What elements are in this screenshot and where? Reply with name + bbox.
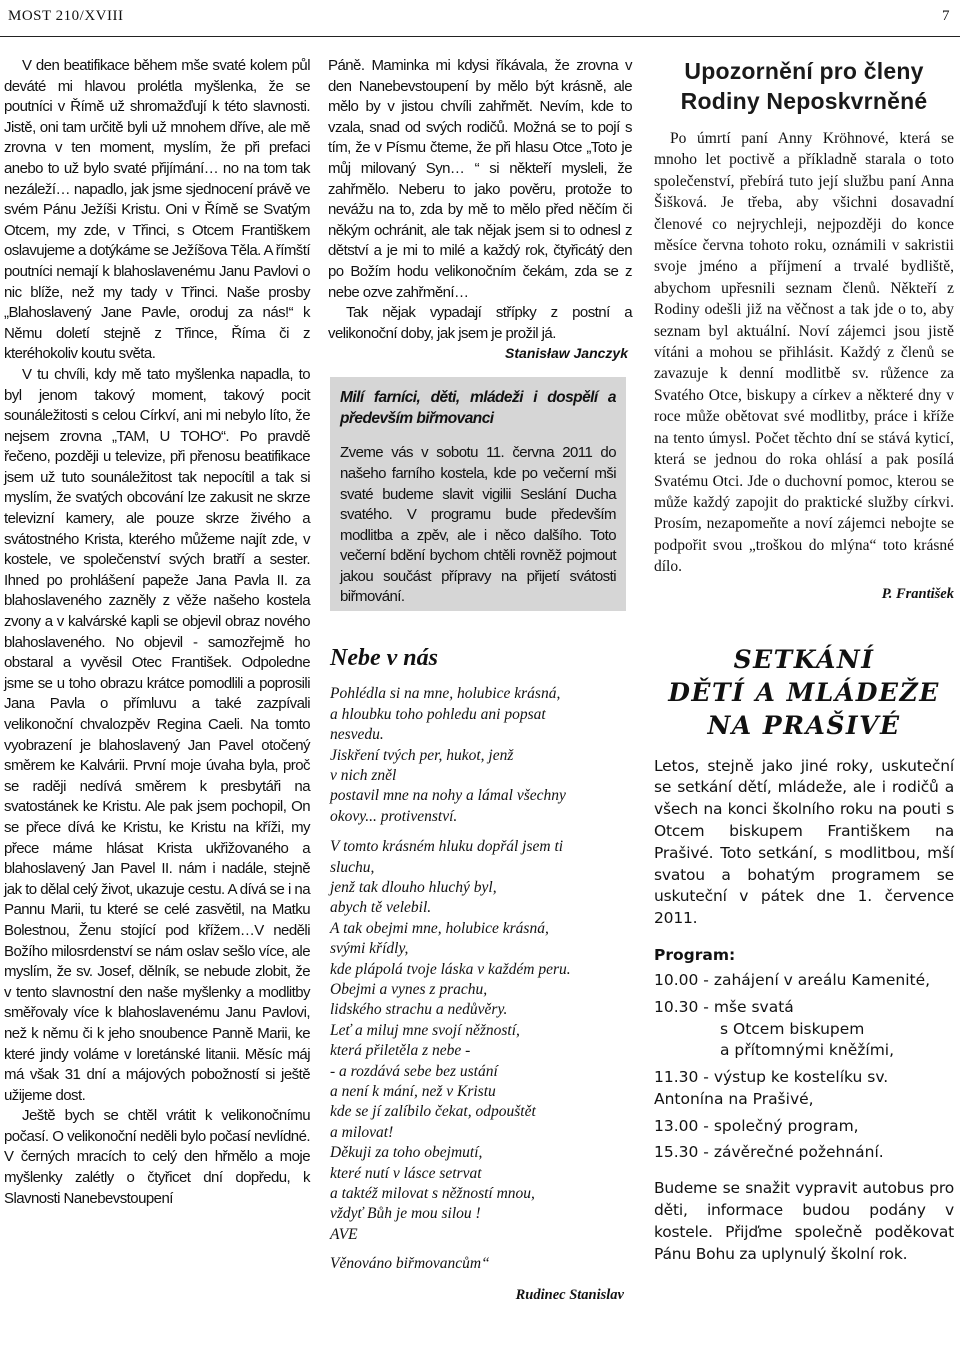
poem-line: Pohlédla si na mne, holubice krásná, [330, 685, 561, 703]
notice-title-line-2: Rodiny Neposkvrněné [680, 88, 928, 114]
program-item-line: 10.30 - mše svatá [654, 997, 794, 1016]
program-label: Program: [654, 945, 736, 964]
continuation-paragraph-2: Tak nějak vypadají střípky z postní a velikonoční doby, jak jsem je prožil já. [328, 304, 632, 342]
poem-line: jenž tak dlouho hluchý byl, [330, 878, 497, 896]
meeting-title [652, 643, 956, 742]
article-continuation [328, 56, 632, 344]
program-item [654, 1116, 956, 1138]
closing-text: Budeme se snažit vypravit autobus pro děti, informace budou podány v kostele. Přijďme společně poděkovat Pánu Bohu za uplynulý školní rok. [654, 1179, 954, 1263]
poem-line: AVE [330, 1225, 358, 1243]
invitation-box-heading: Milí farníci, děti, mládeži i dospělí a především biřmovanci [340, 389, 616, 428]
poem-line: Obejmi a vynes z prachu, [330, 981, 488, 998]
article-paragraph-2: V tu chvíli, kdy mě tato myšlenka napadla, to byl jenom takový moment, takový pocit sounáležitosti s celou Církví, ani mi nebylo líto, že nejsem zrovna „TAM, U TOHO“. Po pravdě řečeno, později u televize, při přenosu beatifikace jsem už tuto sounáležitost tak nepocítil a tak si myslím, že svatých obcování lze zakusit ne skrze televizní kamery, ale pouze skrze živého a svátostného Krista, kterého můžeme najít zde, v kostele, ve společenství svých bratří a sester. Ihned po prohlášení papeže Jana Pavla II. za blahoslaveného zazněly z věže našeho kostela zvony a v kalvárské kapli se objevil obraz nového blahoslaveného. No objevil - samozřejmě ho obstaral a vyvěsil Otec František. Odpoledne jsme se u toho obrazu krátce pomodlili a poprosili Jana Pavla o přímluvu a také zazpívali velikonoční chvalozpěv Regina Caeli. Na tomto vyobrazení je blahoslavený Jan Pavel otočený směrem ke Kalvárii. První moje úvaha byla, proč se raději nedívá směrem k presbytáři na svatostánek ke Kristu. Ale pak jsem pochopil, On se přece dívá ke Kristu, ke Kristu na kříži, my přece máme hlásat Krista ukřižovaného a blahoslavený Jan Pavel II. nám i nadále, stejně jak to dělal celý život, ukazuje cestu. A dívá se i na Pannu Marii, tu které se celé zasvětil, na Matku Bolestnou, Ženu stojící pod křížem…V neděli Božího milosrdenství se nám oslav sešlo více, ale myslím, že sv. Josef, dělník, se nebude zlobit, že v tento slavnostní den naše myšlenky a modlitby směřovaly více k blahoslavenému Janu Pavlovi, než k němu či k jeho snoubence Panně Marii, ke které jindy voláme v loretánské litanii. Měsíc máj má však 31 dní a májových pobožností si ještě užijeme dost. [4, 365, 310, 1104]
masthead: MOST 210/XVIII [8, 8, 124, 24]
program-item [654, 997, 956, 1062]
article-paragraph-3: Ještě bych se chtěl vrátit k velikonočnímu počasí. O velikonoční neděli bylo počasí nevlídné. V černých mracích to celý den hřmělo a moje myšlenky zalétly o čtyřicet dní dopředu, k Slavnosti Nanebevstoupení [4, 1107, 310, 1207]
program-list [652, 970, 956, 1164]
poem-line: vždyť Bůh je mou silou ! [330, 1205, 481, 1223]
poem-stanza [330, 837, 632, 1245]
program-item-line: s Otcem biskupem [720, 1019, 865, 1038]
poem-line: okovy... protivenství. [330, 807, 458, 825]
poem-line: a milovat! [330, 1123, 394, 1141]
program-item [654, 1142, 956, 1164]
invitation-box [330, 377, 626, 611]
program-item-line: 11.30 - výstup ke kostelíku sv. [654, 1068, 889, 1087]
poem-body [330, 684, 632, 1245]
program-item [654, 970, 956, 992]
program-item-line: 13.00 - společný program, [654, 1116, 859, 1135]
poem-line: a taktéž milovat s něžností mnou, [330, 1185, 535, 1203]
poem-line: A tak obejmi mne, holubice krásná, [330, 919, 549, 937]
poem-line: a hloubku toho pohledu ani popsat [330, 705, 546, 723]
poem-line: postavil mne na nohy a lámal všechny [330, 787, 566, 805]
poem-line: která přiletěla z nebe - [330, 1042, 471, 1060]
poem-stanza [330, 684, 632, 827]
article-paragraph-1: V den beatifikace během mše svaté kolem půl deváté mi hlavou prolétla myšlenka, že se poutníci v Římě už shromažďují k této slavnosti. Jistě, oni tam určitě byli už mnohem dříve, ale mě zrovna v ten moment, myslím, že při prefaci anebo to už bylo svaté přijímání… no na tom tak nezáleží… napadlo, jak jsme sjednocení právě ve svém Pánu Ježíši Kristu. Oni v Římě se Svatým Otcem, my zde, v Třinci, s Otcem Františkem oslavujeme a dotýkáme se Ježíšova Těla. A římští poutníci nemají k blahoslavenému Janu Pavlovi o nic blíže, než my tady v Třinci. Naše prosby „Blahoslavený Jane Pavle, oroduj za nás!“ k Němu doletí stejně z Třince, Říma či z kteréhokoliv koutu světa. [4, 57, 310, 363]
poem-line: kde plápolá tvoje láska v každém peru. [330, 960, 571, 978]
invitation-box-text: Zveme vás v sobotu 11. června 2011 do našeho farního kostela, kde po večerní mši svaté budeme slavit vigilii Seslání Ducha svatého. V programu bude především modlitba a zpěv, ale i něco dalšího. Toto večerní bdění bychom chtěli rovněž pojmout jakou součást přípravy na přijetí svátosti biřmování. [340, 444, 616, 606]
poem-line: sluchu, [330, 858, 375, 876]
page-header [0, 0, 960, 37]
notice-title-line-1: Upozornění pro členy [684, 58, 924, 84]
continuation-paragraph: Páně. Maminka mi kdysi říkávala, že zrovna v den Nanebevstoupení by mělo být krásně, ale mělo by v jistou chvíli zahřmět. Nevím, kde to vzala, snad od svých rodičů. Možná se to pojí s tím, že v Písmu čteme, že při hlasu Otce „Toto je můj milovaný Syn… “ si někteří mysleli, že zahřmělo. Neberu to jako pověru, protože to nevážu na to, zda by mě to mělo před něčím či někým ochránit, ale tak nějak jsem si to odnesl z dětství a je mi to milé a každý rok, čtyřicátý den po Božím hodu velikonočním čekám, zda se z nebe ozve zahřmění… [328, 57, 632, 301]
poem-line: V tomto krásném hluku dopřál jsem ti [330, 838, 564, 856]
program-item-line: a přítomnými kněžími, [720, 1041, 895, 1060]
notice-signature: P. František [881, 585, 954, 602]
poem-line: Děkuji za toho obejmutí, [330, 1144, 483, 1162]
poem-dedication: Věnováno biřmovancům“ [330, 1255, 490, 1273]
notice-body [652, 128, 956, 578]
column-2 [328, 56, 632, 1304]
poem-line: Leť a miluj mne svojí něžností, [330, 1021, 520, 1039]
poem-line: a není k mání, než v Kristu [330, 1083, 496, 1101]
poem-title: Nebe v nás [330, 645, 438, 672]
poem-line: které nutí v lásce setrvat [330, 1164, 482, 1182]
poem-line: lidského strachu a nedůvěry. [330, 1001, 508, 1019]
article-signature: Stanisław Janczyk [505, 345, 628, 362]
notice-text: Po úmrtí paní Anny Kröhnové, která se mnoho let poctivě a příkladně starala o toto společenství, přebírá tuto její službu paní Anna Šišková. Je třeba, aby všichni dosavadní členové co nejrychleji, nejpozději do konce měsíce června tohoto roku, oznámili v sakristii svoje jméno a příjmení a trvalé bydliště, abychom upřesnili seznam členů. Někteří z Rodiny odešli již na věčnost a tak jde o to, aby seznam byl aktuální. Noví zájemci jsou jistě vítáni a mohou se přihlásit. Každý z členů se zavazuje k denní modlitbě sv. růžence za Svatého Otce, biskupy a církev a některé dny v roce může obětovat své modlitby, práce i kříže na tento úmysl. Počet těchto dní se stává kyticí, která se jednou do roka ohlásí a pak posílá Svatému Otci. Jde o duchovní pomoc, kterou se může každý zapojit do praktické služby církvi. Prosím, nezapomeňte a noví zájemci nebojte se podpořit svou „troškou do mlýna“ toto krásné dílo. [654, 130, 954, 576]
meeting-title-line-3: NA PRAŠIVÉ [707, 710, 901, 740]
column-3 [652, 56, 956, 1265]
meeting-title-line-2: DĚTÍ A MLÁDEŽE [668, 677, 940, 707]
poem-line: v nich zněl [330, 766, 397, 784]
program-item-line: 10.00 - zahájení v areálu Kamenité, [654, 970, 931, 989]
program-item-line: Antonína na Prašivé, [654, 1089, 814, 1108]
program-item [654, 1067, 956, 1111]
poem-signature: Rudinec Stanislav [515, 1287, 624, 1304]
notice-title [652, 56, 956, 116]
meeting-title-line-1: SETKÁNÍ [733, 644, 875, 674]
poem-line: kde se jí zalíbilo čekat, odpouštět [330, 1103, 536, 1121]
poem-line: - a rozdává sebe bez ustání [330, 1062, 498, 1080]
poem-line: svými křídly, [330, 940, 409, 958]
poem-line: nesvedu. [330, 726, 384, 744]
program-item-line: 15.30 - závěrečné požehnání. [654, 1143, 884, 1162]
poem-line: Jiskření tvých per, hukot, jenž [330, 746, 514, 764]
page-number: 7 [942, 8, 950, 24]
poem-line: abych tě velebil. [330, 899, 432, 917]
meeting-invite-text: Letos, stejně jako jiné roky, uskuteční se setkání dětí, mládeže, ale i rodičů a všech na konci školního roku na pouti s Otcem biskupem Františkem na Prašivé. Toto setkání, s modlitbou, mší svatou a bohatým programem se uskuteční v pátek dne 1. července 2011. [654, 756, 954, 928]
column-1-article [0, 56, 316, 1209]
